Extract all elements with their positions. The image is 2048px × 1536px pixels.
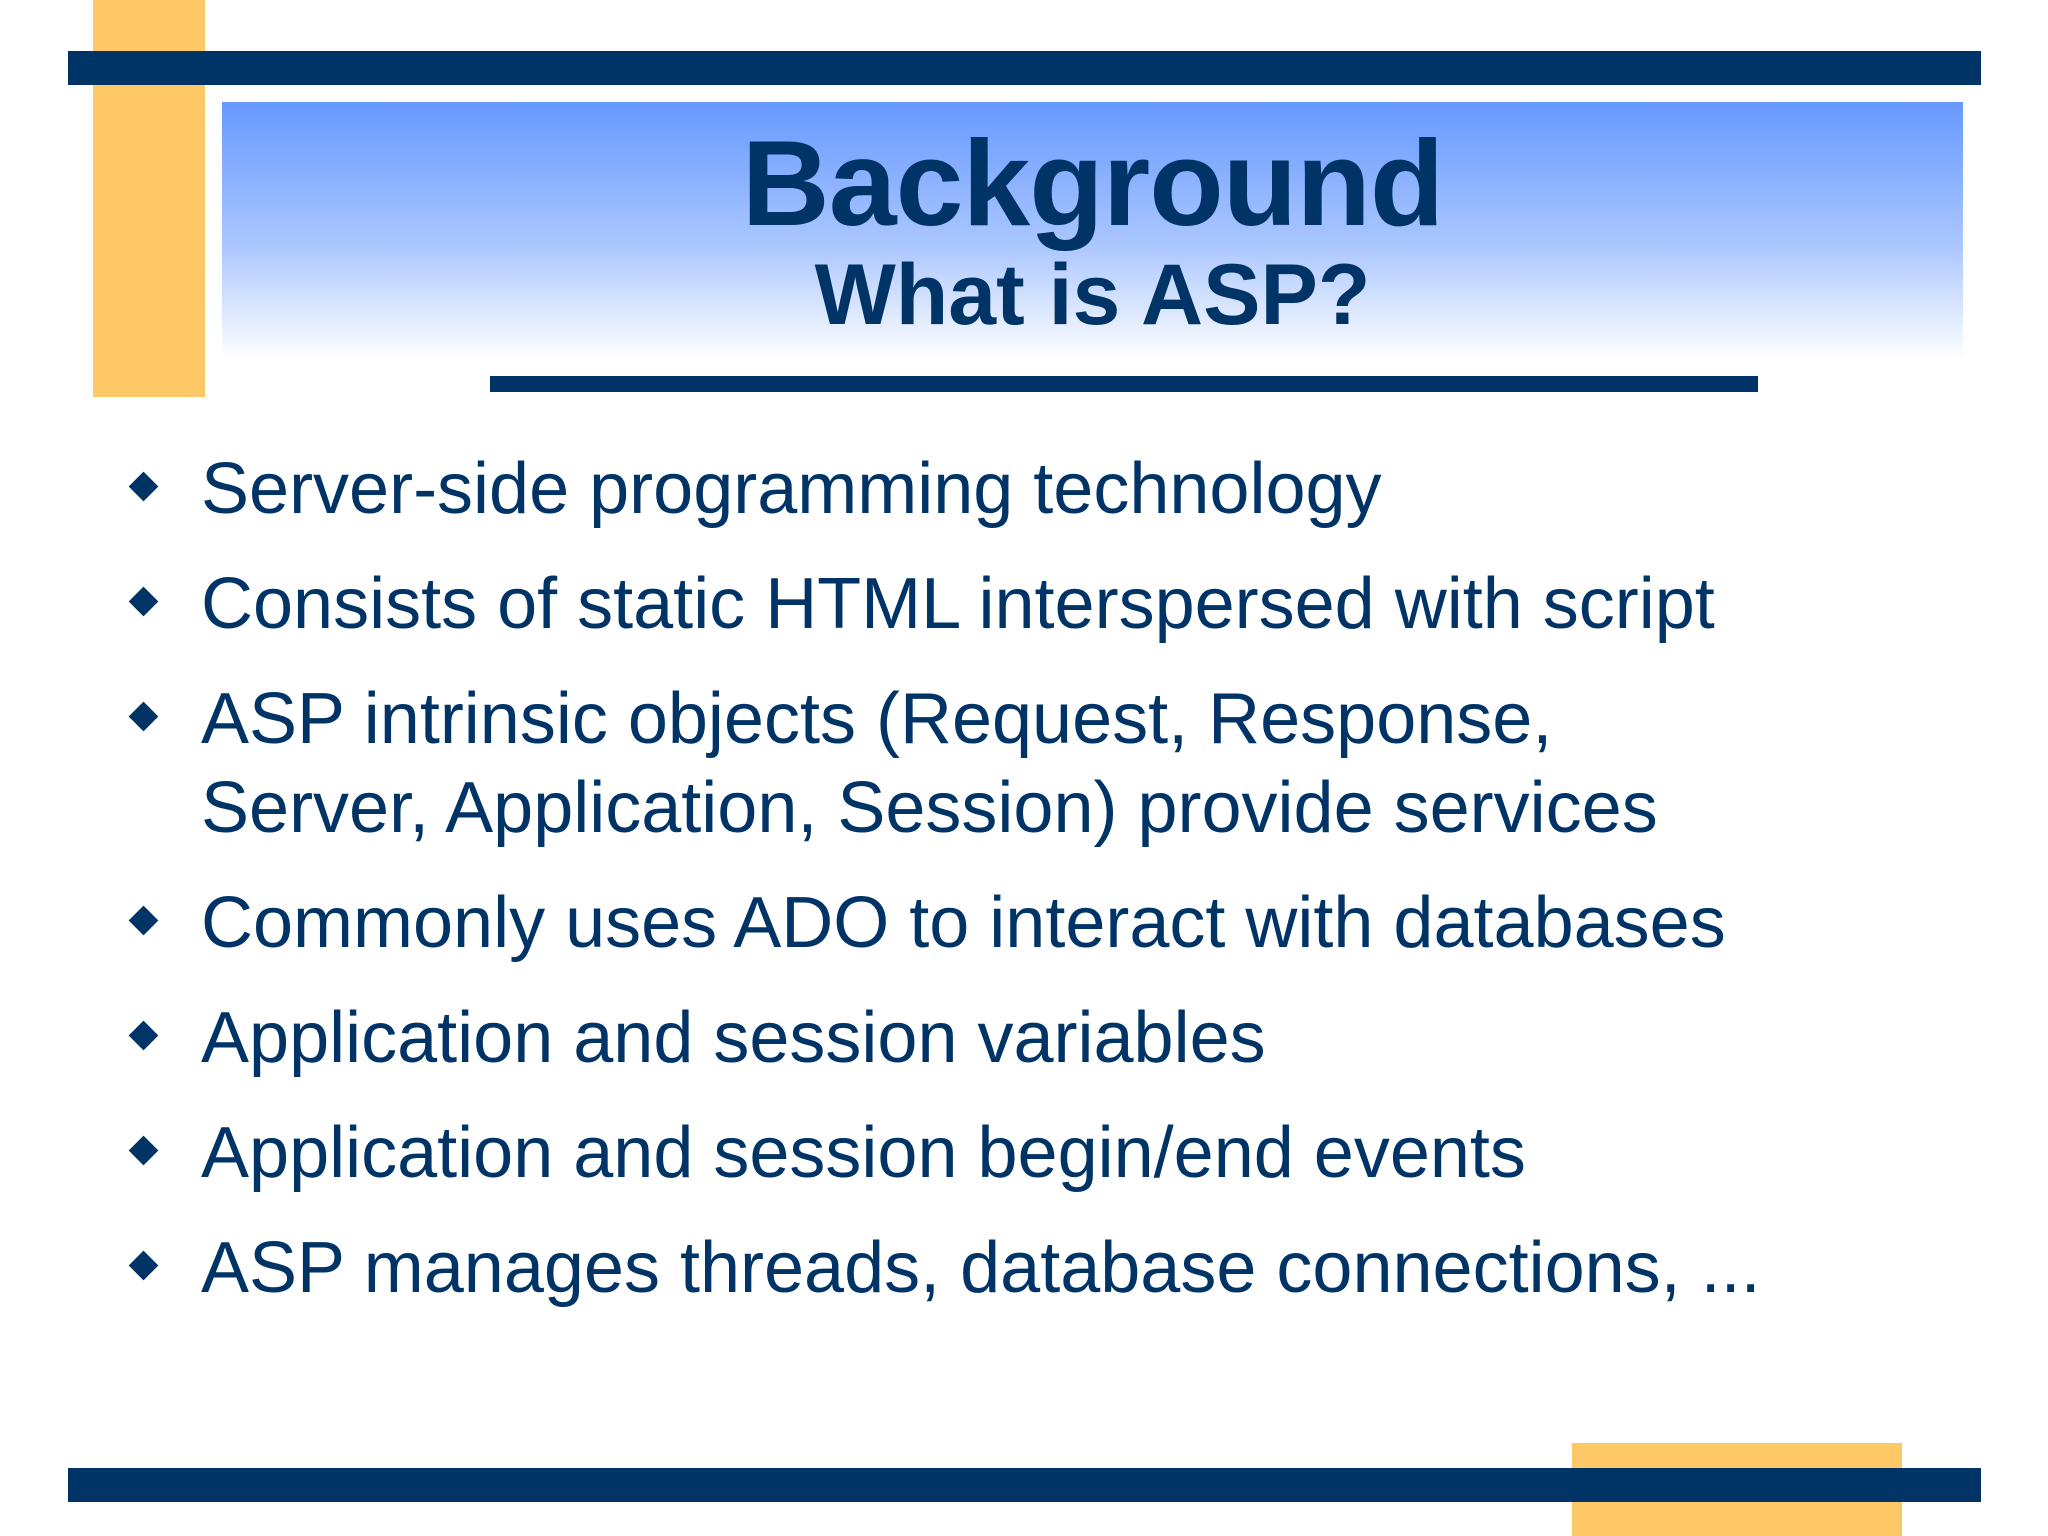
title-underline: [490, 376, 1758, 392]
bottom-rule: [68, 1468, 1981, 1502]
top-rule: [68, 51, 1981, 85]
bullet-text: Application and session begin/end events: [201, 1113, 1526, 1193]
diamond-bullet-icon: [129, 1021, 159, 1051]
bullet-text: Application and session variables: [201, 998, 1266, 1078]
bullet-item: [120, 1224, 1980, 1313]
bullet-text: ASP manages threads, database connections, ...: [201, 1228, 1761, 1308]
diamond-bullet-icon: [129, 906, 159, 936]
bullet-item: [120, 994, 1980, 1083]
slide-title: Background: [741, 115, 1444, 251]
slide-subtitle: What is ASP?: [814, 247, 1371, 343]
bullet-text: Consists of static HTML interspersed with script: [201, 564, 1715, 644]
bullet-item: [120, 560, 1980, 649]
bullet-list: [120, 445, 1980, 1339]
diamond-bullet-icon: [129, 472, 159, 502]
diamond-bullet-icon: [129, 702, 159, 732]
bullet-text: ASP intrinsic objects (Request, Response, Server, Application, Session) provide services: [201, 679, 1658, 848]
diamond-bullet-icon: [129, 1251, 159, 1281]
bullet-item: [120, 879, 1980, 968]
bullet-item: [120, 675, 1980, 853]
bullet-text: Commonly uses ADO to interact with databases: [201, 883, 1726, 963]
bullet-text: Server-side programming technology: [201, 449, 1382, 529]
bullet-item: [120, 1109, 1980, 1198]
diamond-bullet-icon: [129, 587, 159, 617]
bullet-item: [120, 445, 1980, 534]
diamond-bullet-icon: [129, 1136, 159, 1166]
